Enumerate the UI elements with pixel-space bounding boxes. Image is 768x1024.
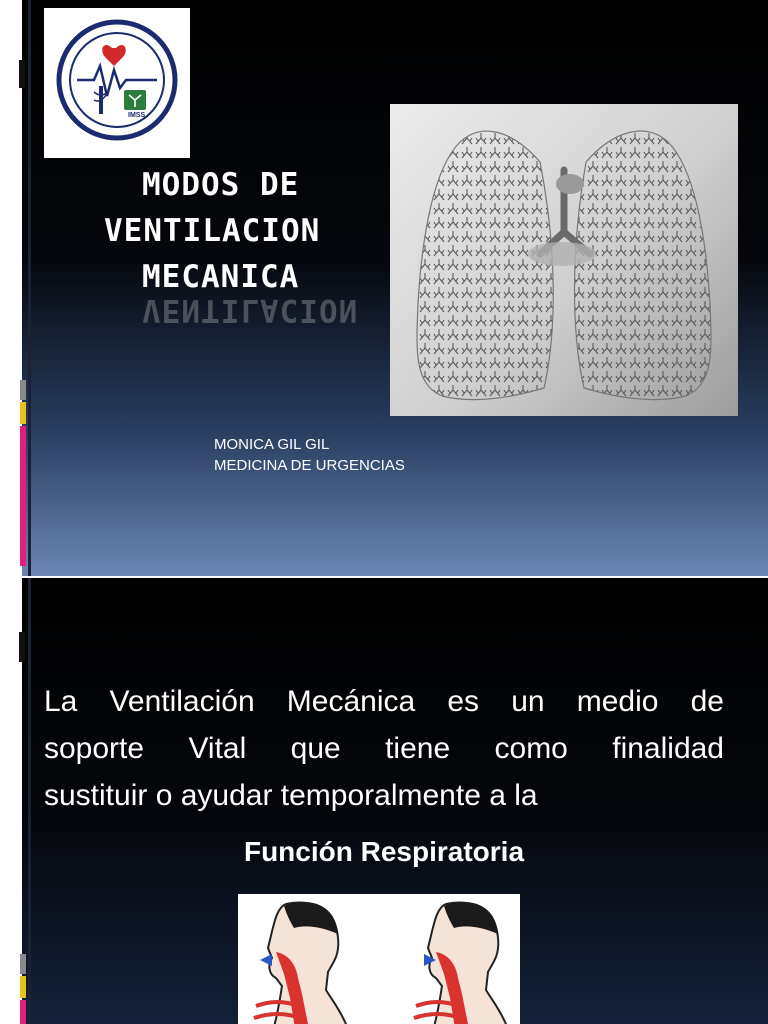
- paragraph-line-1: La Ventilación Mecánica es un medio de: [44, 685, 724, 718]
- definition-slide: [0, 578, 768, 1024]
- accent-bar-pink: [20, 1000, 26, 1024]
- author-name: MONICA GIL GIL: [214, 436, 330, 453]
- paragraph-line-3: sustituir o ayudar temporalmente a la: [44, 779, 538, 812]
- slide-marker-line: [15, 60, 18, 88]
- hospital-seal-icon: [44, 8, 190, 158]
- respiratory-system-illustration-icon: [238, 894, 520, 1024]
- title-reflection: VENTILACION: [142, 292, 359, 328]
- logo-panel: [44, 8, 190, 158]
- slide-edge-line: [28, 578, 31, 1024]
- respiration-image: [238, 894, 520, 1024]
- slide-marker-block: [19, 60, 25, 88]
- accent-bar-gray: [20, 380, 26, 400]
- paragraph-line-2: soporte Vital que tiene como finalidad: [44, 732, 724, 765]
- accent-bar-yellow: [20, 402, 26, 424]
- author-department: MEDICINA DE URGENCIAS: [214, 457, 405, 474]
- title-line-1: MODOS DE: [142, 167, 300, 203]
- slide-edge-line: [28, 0, 31, 576]
- definition-paragraph: [44, 678, 724, 819]
- slide-marker-block: [19, 632, 25, 662]
- accent-bar-yellow: [20, 976, 26, 998]
- title-line-3: MECANICA: [142, 259, 300, 295]
- lungs-image: [390, 104, 738, 416]
- slide-title: [104, 162, 374, 300]
- slide-marker-line: [15, 632, 18, 662]
- accent-bar-pink: [20, 426, 26, 566]
- emphasis-heading: Función Respiratoria: [243, 836, 525, 867]
- title-line-2: VENTILACION: [104, 213, 321, 249]
- accent-bar-gray: [20, 954, 26, 974]
- logo-label: IMSS: [128, 112, 146, 119]
- lungs-bronchial-tree-icon: [390, 104, 738, 416]
- author-block: [214, 434, 405, 476]
